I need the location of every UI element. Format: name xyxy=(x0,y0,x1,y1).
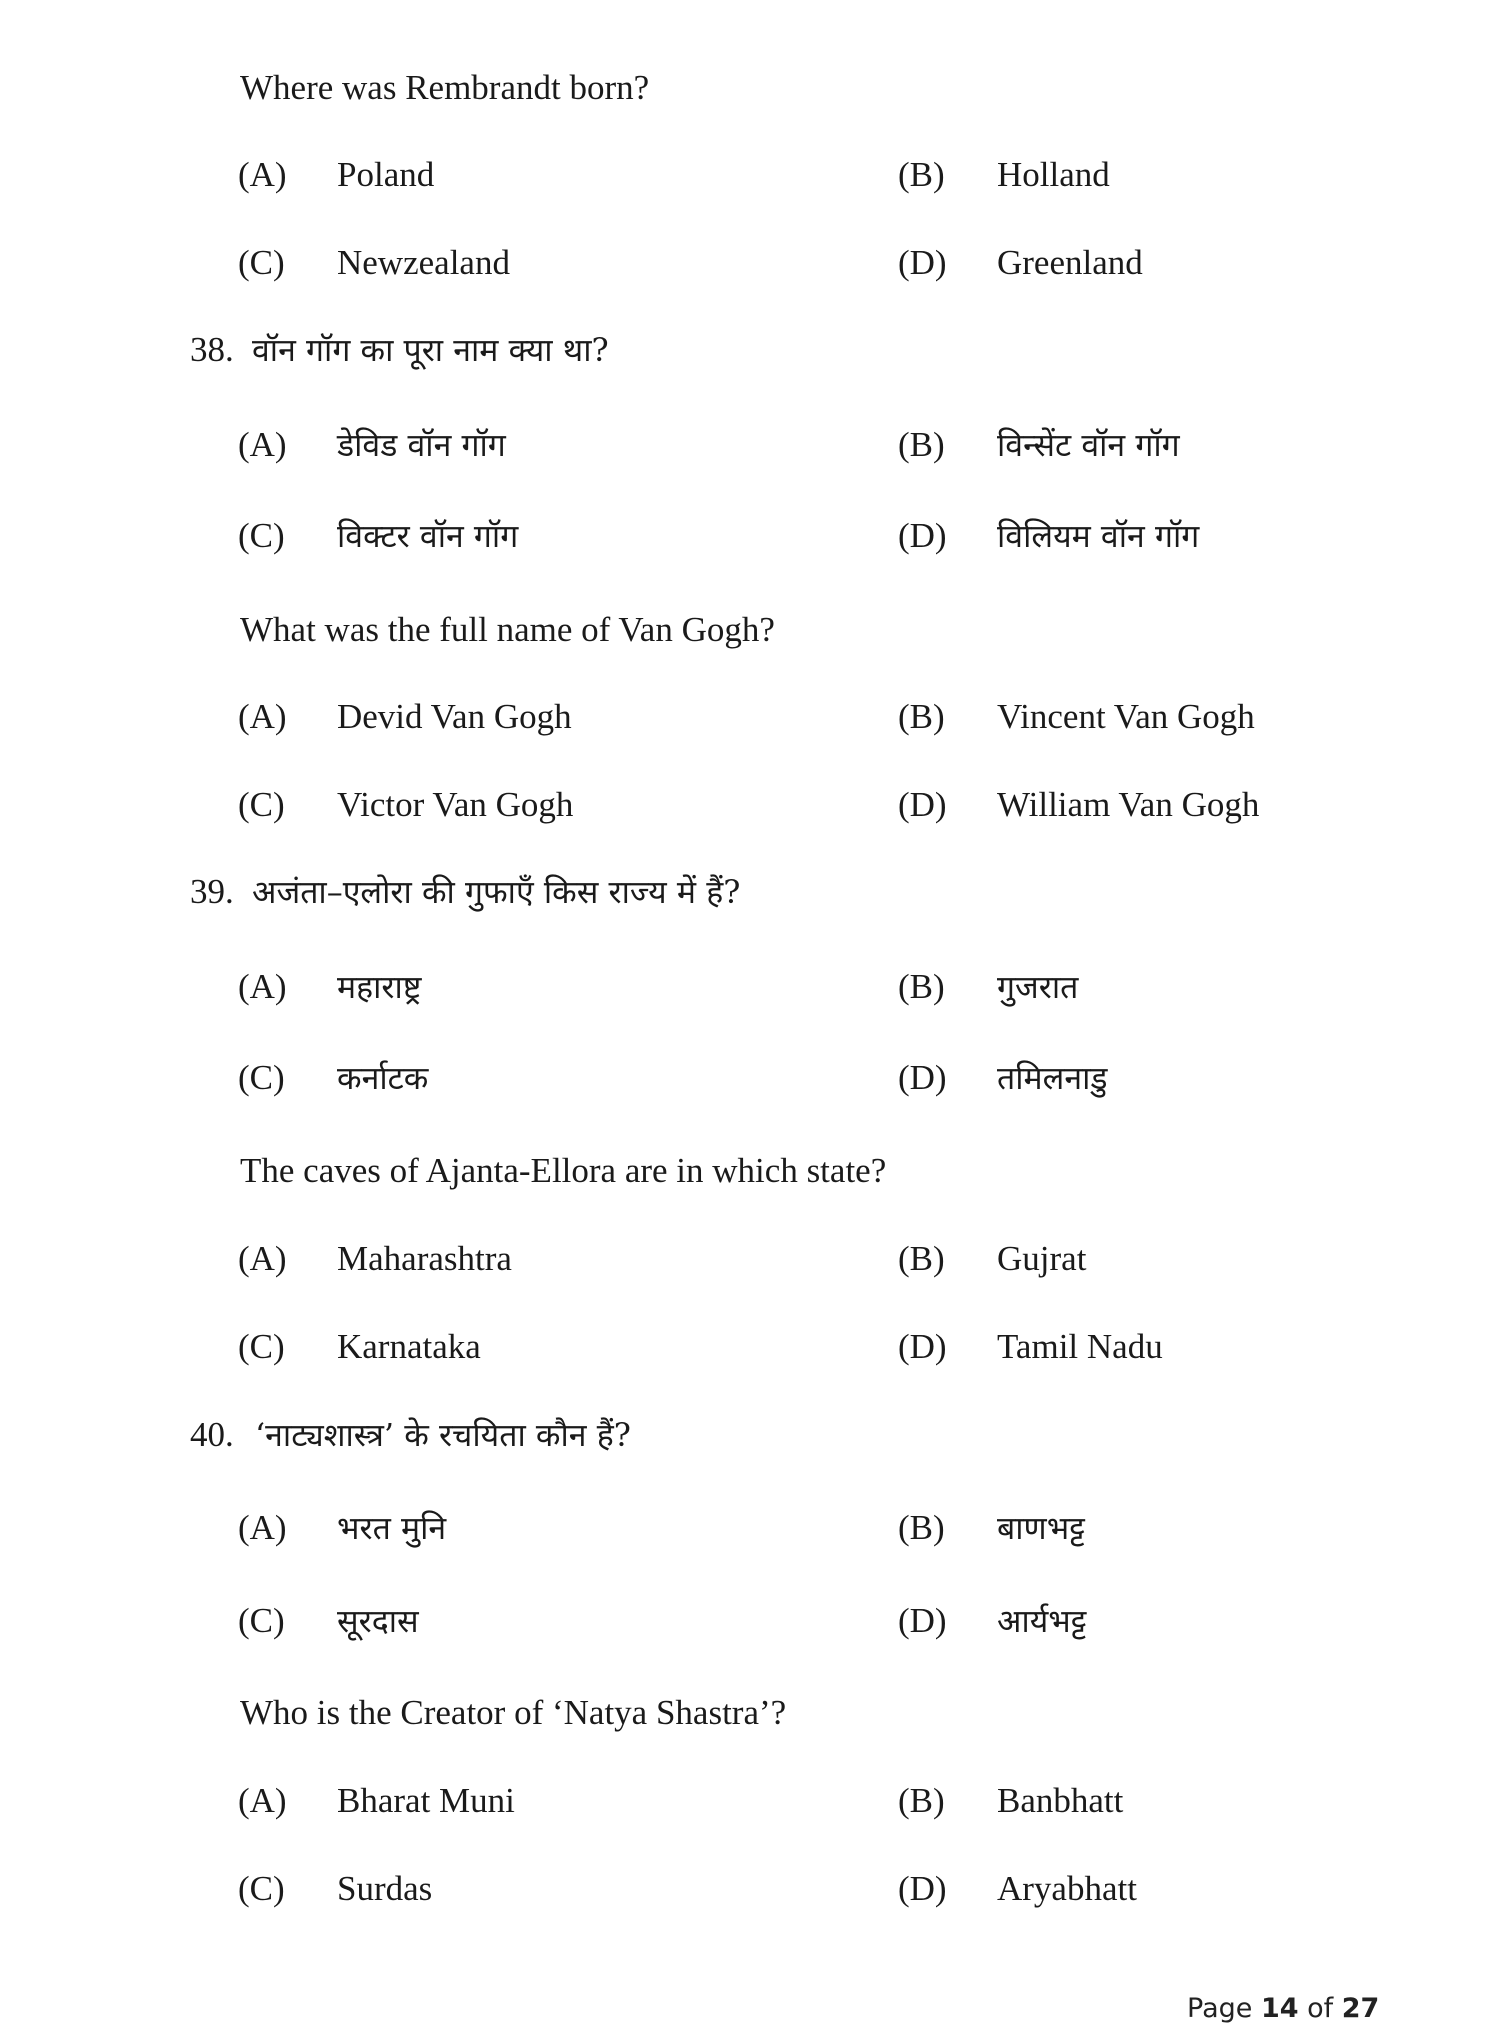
option-label: (D) xyxy=(898,516,947,555)
question-40-hindi xyxy=(0,1405,1505,1465)
option-text: Tamil Nadu xyxy=(997,1327,1163,1366)
options-row xyxy=(0,233,1505,293)
option-label: (B) xyxy=(898,425,945,464)
option-label: (C) xyxy=(238,1869,285,1908)
option-text: Gujrat xyxy=(997,1239,1087,1278)
option-label: (B) xyxy=(898,155,945,194)
question-text: The caves of Ajanta-Ellora are in which state? xyxy=(240,1151,887,1190)
options-row xyxy=(0,1859,1505,1919)
option-text: विक्टर वॉन गॉग xyxy=(337,517,519,555)
options-row xyxy=(0,145,1505,205)
option-text: बाणभट्ट xyxy=(997,1509,1085,1547)
total-pages: 27 xyxy=(1341,1993,1380,2024)
of-word: of xyxy=(1307,1993,1334,2024)
option-label: (A) xyxy=(238,1781,287,1820)
option-text: Holland xyxy=(997,155,1110,194)
option-label: (B) xyxy=(898,967,945,1006)
question-number: 40. xyxy=(190,1415,234,1454)
option-text: महाराष्ट्र xyxy=(337,968,422,1006)
option-text: Newzealand xyxy=(337,243,510,282)
option-text: विन्सेंट वॉन गॉग xyxy=(997,426,1180,464)
option-text: Surdas xyxy=(337,1869,433,1908)
option-label: (D) xyxy=(898,1327,947,1366)
options-row xyxy=(0,1317,1505,1377)
option-text: तमिलनाडु xyxy=(997,1059,1108,1097)
option-text: विलियम वॉन गॉग xyxy=(997,517,1200,555)
current-page-number: 14 xyxy=(1260,1993,1299,2024)
options-row xyxy=(0,1498,1505,1558)
options-row xyxy=(0,1048,1505,1108)
option-text: William Van Gogh xyxy=(997,785,1260,824)
option-label: (A) xyxy=(238,155,287,194)
option-label: (B) xyxy=(898,1508,945,1547)
option-text: Devid Van Gogh xyxy=(337,697,572,736)
options-row xyxy=(0,1591,1505,1651)
question-38-hindi xyxy=(0,320,1505,380)
option-text: आर्यभट्ट xyxy=(997,1602,1087,1640)
option-text: Banbhatt xyxy=(997,1781,1124,1820)
options-row xyxy=(0,506,1505,566)
option-text: Maharashtra xyxy=(337,1239,512,1278)
options-row xyxy=(0,687,1505,747)
option-label: (D) xyxy=(898,1058,947,1097)
option-text: Aryabhatt xyxy=(997,1869,1137,1908)
option-label: (C) xyxy=(238,1327,285,1366)
question-text: Where was Rembrandt born? xyxy=(240,68,650,107)
option-text: कर्नाटक xyxy=(337,1059,429,1097)
option-text: भरत मुनि xyxy=(337,1509,447,1547)
question-text: Who is the Creator of ‘Natya Shastra’? xyxy=(240,1693,787,1732)
option-label: (C) xyxy=(238,243,285,282)
question-39-hindi xyxy=(0,862,1505,922)
option-text: गुजरात xyxy=(997,968,1079,1006)
option-label: (A) xyxy=(238,967,287,1006)
option-label: (B) xyxy=(898,1781,945,1820)
option-text: Poland xyxy=(337,155,435,194)
page-number-footer xyxy=(1187,1993,1379,2024)
question-number: 38. xyxy=(190,330,234,369)
option-text: Bharat Muni xyxy=(337,1781,515,1820)
question-40-english xyxy=(0,1683,1505,1743)
option-label: (D) xyxy=(898,1601,947,1640)
option-text: डेविड वॉन गॉग xyxy=(337,426,506,464)
question-38-english xyxy=(0,600,1505,660)
option-label: (A) xyxy=(238,1239,287,1278)
option-label: (B) xyxy=(898,697,945,736)
option-text: Greenland xyxy=(997,243,1143,282)
option-label: (D) xyxy=(898,243,947,282)
option-label: (C) xyxy=(238,1601,285,1640)
option-text: Victor Van Gogh xyxy=(337,785,574,824)
option-label: (C) xyxy=(238,785,285,824)
option-text: Karnataka xyxy=(337,1327,481,1366)
option-label: (D) xyxy=(898,785,947,824)
options-row xyxy=(0,1229,1505,1289)
option-label: (A) xyxy=(238,1508,287,1547)
option-label: (C) xyxy=(238,516,285,555)
option-text: सूरदास xyxy=(337,1602,419,1640)
option-label: (A) xyxy=(238,697,287,736)
options-row xyxy=(0,957,1505,1017)
options-row xyxy=(0,1771,1505,1831)
question-text: ‘नाट्यशास्त्र’ के रचयिता कौन हैं? xyxy=(255,1416,631,1454)
question-number: 39. xyxy=(190,872,234,911)
options-row xyxy=(0,415,1505,475)
question-text: वॉन गॉग का पूरा नाम क्या था? xyxy=(252,331,609,369)
question-37-english xyxy=(0,58,1505,118)
question-text: अजंता–एलोरा की गुफाएँ किस राज्य में हैं? xyxy=(252,873,741,911)
option-label: (B) xyxy=(898,1239,945,1278)
option-label: (C) xyxy=(238,1058,285,1097)
question-39-english xyxy=(0,1141,1505,1201)
option-label: (A) xyxy=(238,425,287,464)
options-row xyxy=(0,775,1505,835)
option-text: Vincent Van Gogh xyxy=(997,697,1255,736)
page-word: Page xyxy=(1187,1993,1253,2024)
question-text: What was the full name of Van Gogh? xyxy=(240,610,775,649)
option-label: (D) xyxy=(898,1869,947,1908)
